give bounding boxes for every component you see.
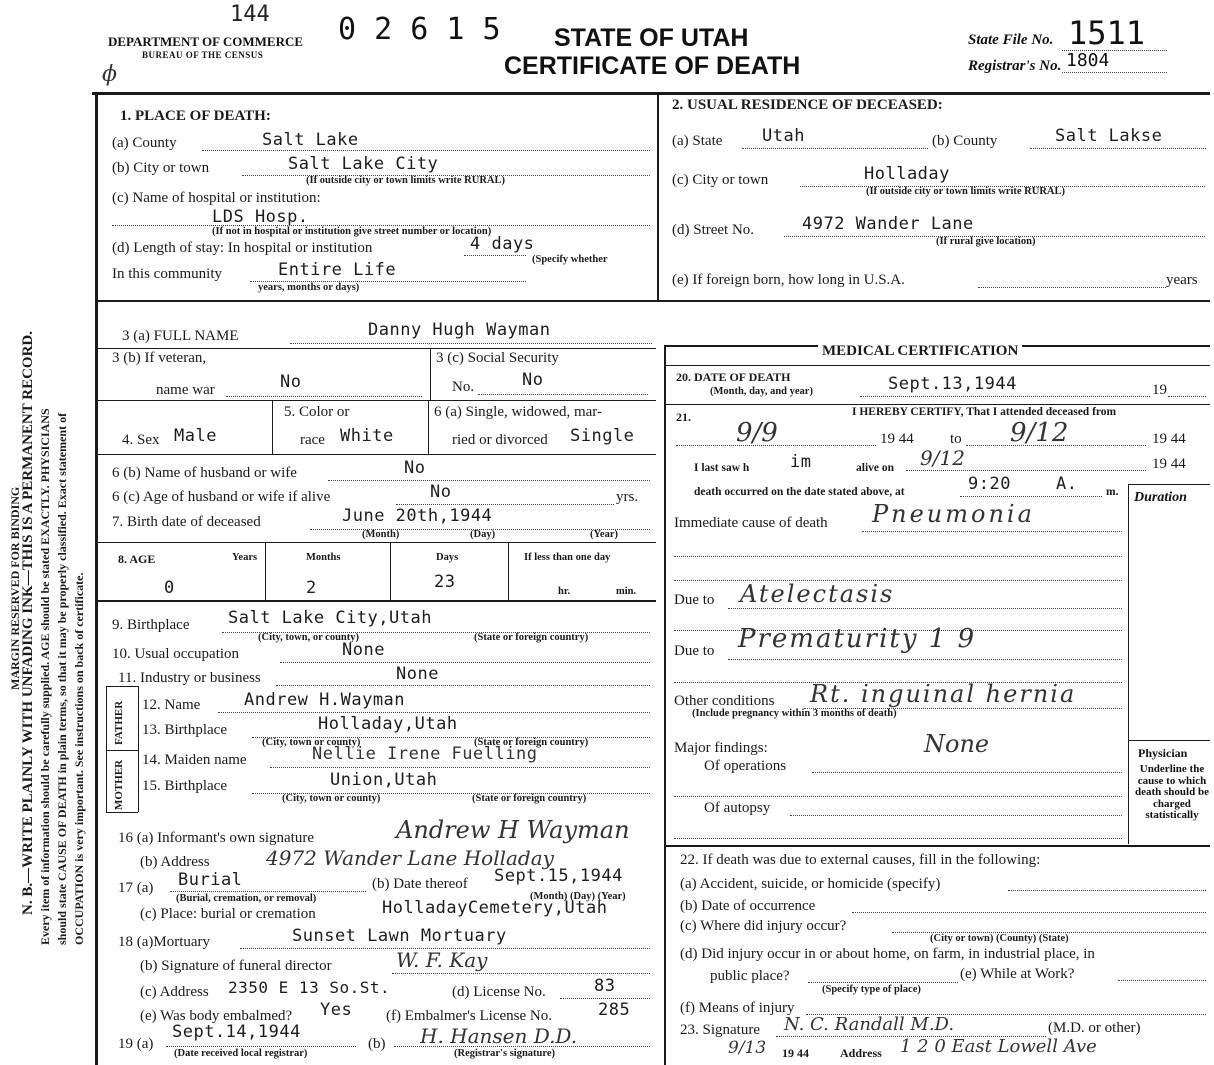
funeral-director-label: (b) Signature of funeral director <box>140 958 332 974</box>
death-time-value: 9:20 <box>968 474 1011 494</box>
item-21-label: 21. <box>676 410 691 424</box>
months-label: Months <box>306 552 341 563</box>
maiden-name-value: Nellie Irene Fuelling <box>312 744 538 764</box>
embalmer-license-label: (f) Embalmer's License No. <box>386 1008 552 1024</box>
received-date-value: Sept.14,1944 <box>172 1022 301 1042</box>
mortuary-value: Sunset Lawn Mortuary <box>292 926 507 946</box>
alive-on-label: alive on <box>856 462 895 474</box>
of-autopsy-label: Of autopsy <box>704 800 771 816</box>
external-d2: public place? <box>710 968 790 984</box>
ss-label: 3 (c) Social Security <box>436 350 559 366</box>
instruction-line-2: should state CAUSE OF DEATH in plain terms, so that it may be properly classified. Exact statement of <box>55 412 69 945</box>
veteran-value: No <box>280 372 302 392</box>
external-f: (f) Means of injury <box>680 1000 795 1016</box>
external-c-note: (City or town) (County) (State) <box>930 933 1069 944</box>
marital-label: 6 (a) Single, widowed, mar- <box>434 404 602 420</box>
attended-to-value: 9/12 <box>1010 418 1069 448</box>
father-tag: FATHER <box>113 700 125 745</box>
residence-city-value: Holladay <box>864 164 950 184</box>
sex-label: 4. Sex <box>122 432 160 448</box>
marital-label-2: ried or divorced <box>452 432 548 448</box>
birthplace-label: 9. Birthplace <box>112 617 190 633</box>
from-year: 19 44 <box>880 431 914 447</box>
certificate-title: CERTIFICATE OF DEATH <box>504 52 801 80</box>
last-saw-label: I last saw h <box>694 462 750 474</box>
binding-margin-text: MARGIN RESERVED FOR BINDING <box>8 486 22 690</box>
birthplace-note-state: (State or foreign country) <box>474 632 589 643</box>
burial-date-value: Sept.15,1944 <box>494 866 623 886</box>
due-to-2-label: Due to <box>674 643 715 659</box>
immediate-cause-value: Pneumonia <box>872 500 1035 528</box>
physician-heading: Physician <box>1138 746 1188 760</box>
residence-state-value: Utah <box>762 126 805 146</box>
physician-note: Underline the cause to which death should be charged statistically <box>1135 763 1209 821</box>
registrar-number: 1804 <box>1066 50 1110 71</box>
received-label: 19 (a) <box>118 1036 154 1052</box>
dod-label: 20. DATE OF DEATH <box>676 370 791 384</box>
mortuary-address-label: (c) Address <box>140 984 209 1000</box>
external-d-note: (Specify type of place) <box>822 984 921 995</box>
physician-sig-date: 9/13 <box>728 1038 767 1058</box>
color-value: White <box>340 426 394 446</box>
external-d1: (d) Did injury occur in or about home, on farm, in industrial place, in <box>680 946 1095 962</box>
hr-label: hr. <box>558 586 571 597</box>
ss-value: No <box>522 370 544 390</box>
birth-day-note: (Day) <box>470 529 496 540</box>
other-conditions-note: (Include pregnancy within 3 months of death) <box>692 708 897 719</box>
registrar-sig-label: (b) <box>368 1036 386 1052</box>
birthplace-value: Salt Lake City,Utah <box>228 608 432 628</box>
of-operations-label: Of operations <box>704 758 787 774</box>
residence-county-label: (b) County <box>932 133 998 149</box>
spouse-age-value: No <box>430 482 452 502</box>
due-to-1-value: Atelectasis <box>740 580 895 608</box>
veteran-war-label: name war <box>156 382 215 398</box>
attended-from-value: 9/9 <box>736 418 778 448</box>
physician-signature: N. C. Randall M.D. <box>784 1014 955 1035</box>
to-year: 19 44 <box>1152 431 1186 447</box>
stay-value: 4 days <box>470 234 535 254</box>
spouse-age-unit: yrs. <box>616 489 639 505</box>
spouse-age-label: 6 (c) Age of husband or wife if alive <box>112 489 331 505</box>
dod-year-label: 19 <box>1152 382 1167 398</box>
to-label: to <box>950 431 962 447</box>
other-conditions-label: Other conditions <box>674 693 775 709</box>
spouse-label: 6 (b) Name of husband or wife <box>112 465 297 481</box>
father-note-city: (City, town or county) <box>262 737 361 748</box>
birth-year-note: (Year) <box>590 529 618 540</box>
race-label: race <box>300 432 325 448</box>
informant-signature: Andrew H Wayman <box>396 816 630 844</box>
death-city-value: Salt Lake City <box>288 154 439 174</box>
mother-tag: MOTHER <box>113 759 125 810</box>
received-note: (Date received local registrar) <box>174 1048 308 1059</box>
age-years-value: 0 <box>164 578 175 598</box>
veteran-label: 3 (b) If veteran, <box>112 350 207 366</box>
father-birthplace-value: Holladay,Utah <box>318 714 458 734</box>
external-b: (b) Date of occurrence <box>680 898 816 914</box>
certify-text: I HEREBY CERTIFY, That I attended deceased from <box>852 406 1117 418</box>
informant-address-label: (b) Address <box>140 854 210 870</box>
burial-note: (Burial, cremation, or removal) <box>176 893 317 904</box>
burial-place-value: HolladayCemetery,Utah <box>382 898 608 918</box>
informant-address: 4972 Wander Lane Holladay <box>266 846 554 870</box>
father-birthplace-label: 13. Birthplace <box>142 722 227 738</box>
embalmed-value: Yes <box>320 1000 353 1020</box>
informant-signature-label: 16 (a) Informant's own signature <box>118 830 314 846</box>
funeral-director-signature: W. F. Kay <box>396 948 488 972</box>
occupation-value: None <box>342 640 385 660</box>
community-label: In this community <box>112 266 222 282</box>
days-label: Days <box>436 552 459 563</box>
permanent-record-note: N. B.—WRITE PLAINLY WITH UNFADING INK—THIS IS A PERMANENT RECORD. <box>20 331 36 915</box>
registrar-label: Registrar's No. <box>968 58 1062 74</box>
md-label: (M.D. or other) <box>1048 1020 1141 1036</box>
dod-note: (Month, day, and year) <box>710 386 813 397</box>
mortuary-address-value: 2350 E 13 So.St. <box>228 978 391 997</box>
instruction-line-3: OCCUPATION is very important. See instructions on back of certificate. <box>72 572 86 945</box>
age-days-value: 23 <box>434 572 456 592</box>
burial-date-label: (b) Date thereof <box>372 876 468 892</box>
hospital-value: LDS Hosp. <box>212 207 309 227</box>
sex-value: Male <box>174 426 217 446</box>
street-value: 4972 Wander Lane <box>802 214 974 234</box>
street-note: (If rural give location) <box>936 236 1036 247</box>
min-label: min. <box>616 586 637 597</box>
occupation-label: 10. Usual occupation <box>112 646 240 662</box>
operations-value: None <box>924 730 990 758</box>
medical-heading: MEDICAL CERTIFICATION <box>818 343 1022 360</box>
residence-county-value: Salt Lakse <box>1055 126 1163 146</box>
last-saw-pronoun: im <box>790 452 812 472</box>
age-months-value: 2 <box>306 578 317 598</box>
residence-state-label: (a) State <box>672 133 723 149</box>
mother-note-state: (State or foreign country) <box>472 793 587 804</box>
birth-date-label: 7. Birth date of deceased <box>112 514 261 530</box>
state-file-number: 1511 <box>1068 14 1146 52</box>
other-conditions-value: Rt. inguinal hernia <box>810 680 1077 708</box>
physician-address-value: 1 2 0 East Lowell Ave <box>900 1036 1097 1057</box>
handwritten-mark: ϕ <box>102 62 117 87</box>
state-file-label: State File No. <box>968 32 1054 48</box>
residence-city-label: (c) City or town <box>672 172 769 188</box>
death-ampm: A. <box>1056 474 1078 494</box>
external-c: (c) Where did injury occur? <box>680 918 847 934</box>
alive-on-value: 9/12 <box>920 446 965 470</box>
external-a: (a) Accident, suicide, or homicide (specify) <box>680 876 941 892</box>
maiden-name-label: 14. Maiden name <box>142 752 247 768</box>
mother-note-city: (City, town or county) <box>282 793 381 804</box>
state-title: STATE OF UTAH <box>554 24 749 52</box>
foreign-years-label: years <box>1166 272 1198 288</box>
physician-sig-year: 19 44 <box>782 1046 809 1060</box>
instruction-line-1: Every item of information should be carefully supplied. AGE should be stated EXACTLY. PHYSICIANS <box>38 408 52 945</box>
license-label: (d) License No. <box>452 984 546 1000</box>
years-label: Years <box>232 552 258 563</box>
birthplace-note-city: (City, town, or county) <box>258 632 360 643</box>
death-county-label: (a) County <box>112 135 177 151</box>
external-heading: 22. If death was due to external causes, fill in the following: <box>680 852 1041 868</box>
birth-month-note: (Month) <box>362 529 400 540</box>
spouse-value: No <box>404 458 426 478</box>
stamp-prefix: 144 <box>230 2 270 27</box>
color-label: 5. Color or <box>284 404 350 420</box>
industry-value: None <box>396 664 439 684</box>
burial-date-note: (Month) (Day) (Year) <box>530 891 626 902</box>
industry-label: 11. Industry or business <box>118 670 261 686</box>
foreign-born-label: (e) If foreign born, how long in U.S.A. <box>672 272 905 288</box>
death-city-note: (If outside city or town limits write RURAL) <box>306 175 505 186</box>
ss-no-label: No. <box>452 379 475 395</box>
death-city-label: (b) City or town <box>112 160 210 176</box>
mortuary-label: 18 (a)Mortuary <box>118 934 211 950</box>
burial-label: 17 (a) <box>118 880 154 896</box>
place-of-death-heading: 1. PLACE OF DEATH: <box>120 108 271 124</box>
stay-note: (Specify whether <box>532 254 608 265</box>
physician-address-label: Address <box>840 1046 882 1060</box>
license-value: 83 <box>594 976 616 996</box>
registrar-signature: H. Hansen D.D. <box>420 1024 578 1048</box>
mother-birthplace-value: Union,Utah <box>330 770 438 790</box>
duration-header: Duration <box>1134 490 1187 505</box>
father-name-value: Andrew H.Wayman <box>244 690 406 710</box>
bureau-label: BUREAU OF THE CENSUS <box>142 50 264 60</box>
due-to-2-value: Prematurity 1 9 <box>738 624 977 654</box>
mother-birthplace-label: 15. Birthplace <box>142 778 227 794</box>
immediate-cause-label: Immediate cause of death <box>674 515 828 531</box>
birth-date-value: June 20th,1944 <box>342 506 493 526</box>
marital-value: Single <box>570 426 635 446</box>
embalmed-label: (e) Was body embalmed? <box>140 1008 293 1024</box>
age-label: 8. AGE <box>118 552 156 566</box>
m-label: m. <box>1106 486 1119 498</box>
hospital-label: (c) Name of hospital or institution: <box>112 190 321 206</box>
burial-value: Burial <box>178 870 243 890</box>
community-value: Entire Life <box>278 260 397 280</box>
residence-city-note: (If outside city or town limits write RURAL) <box>866 186 1065 197</box>
full-name-label: 3 (a) FULL NAME <box>122 328 239 344</box>
less-than-day-label: If less than one day <box>524 552 611 563</box>
burial-place-label: (c) Place: burial or cremation <box>140 906 316 922</box>
embalmer-license-value: 285 <box>598 1000 631 1020</box>
father-note-state: (State or foreign country) <box>474 737 589 748</box>
due-to-1-label: Due to <box>674 592 715 608</box>
stamp-number: 0 2 6 1 5 <box>338 12 501 47</box>
registrar-sig-note: (Registrar's signature) <box>454 1048 555 1059</box>
stay-label: (d) Length of stay: In hospital or institution <box>112 240 373 256</box>
department-label: DEPARTMENT OF COMMERCE <box>108 34 304 49</box>
residence-heading: 2. USUAL RESIDENCE OF DECEASED: <box>672 97 943 113</box>
father-name-label: 12. Name <box>142 697 201 713</box>
physician-sig-label: 23. Signature <box>680 1022 760 1038</box>
full-name-value: Danny Hugh Wayman <box>368 320 551 340</box>
dod-value: Sept.13,1944 <box>888 374 1017 394</box>
external-e: (e) While at Work? <box>960 966 1075 982</box>
occurred-label: death occurred on the date stated above, at <box>694 486 905 498</box>
street-label: (d) Street No. <box>672 222 755 238</box>
hospital-note: (If not in hospital or institution give street number or location) <box>212 226 492 237</box>
death-county-value: Salt Lake <box>262 130 359 150</box>
community-note: years, months or days) <box>258 282 360 293</box>
major-findings-label: Major findings: <box>674 740 768 756</box>
alive-year: 19 44 <box>1152 456 1186 472</box>
